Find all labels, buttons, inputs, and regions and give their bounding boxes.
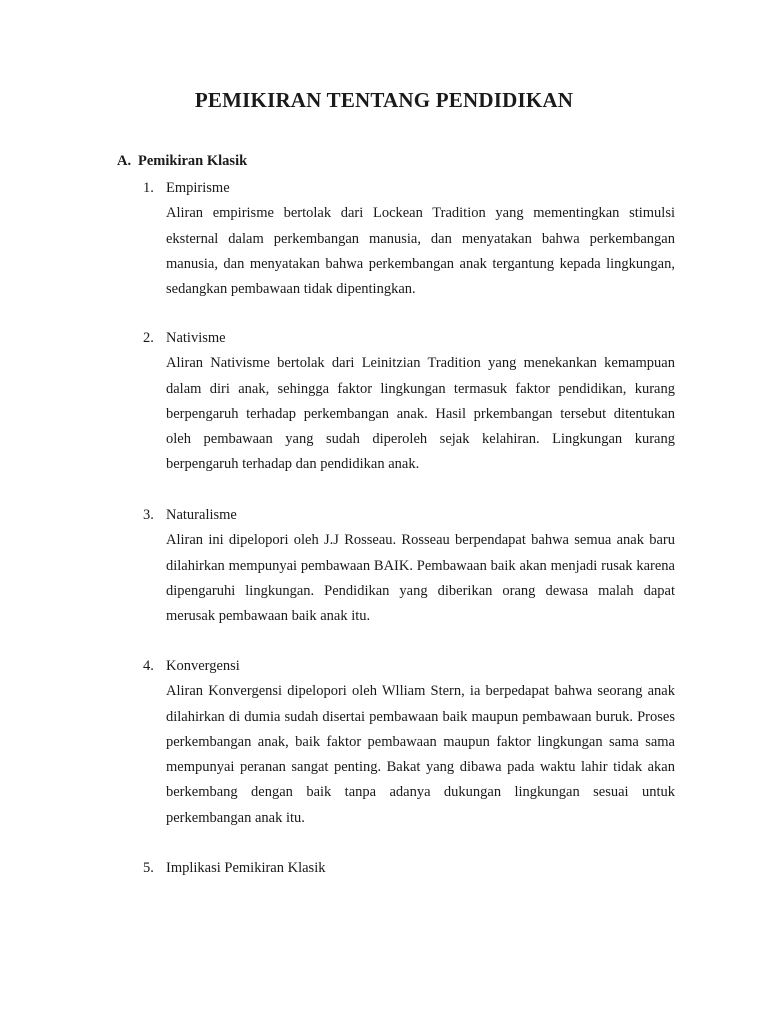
section-heading — [117, 153, 247, 170]
section-marker: A. — [117, 153, 132, 169]
item-heading-row — [143, 326, 675, 351]
item-heading: Konvergensi — [166, 658, 240, 674]
list-item-konvergensi — [143, 654, 675, 831]
section-title: Pemikiran Klasik — [138, 153, 248, 169]
item-paragraph: Aliran Konvergensi dipelopori oleh Wlliam Stern, ia berpedapat bahwa seorang anak dilahirkan di dumia sudah disertai pembawaan baik maupun pembawaan buruk. Proses perkembangan anak, baik faktor pembawaan maupun faktor lingkungan sama sama mempunyai peranan sangat penting. Bakat yang dibawa pada waktu lahir tidak akan berkembang dengan baik tanpa adanya dukungan lingkungan sesuai untuk perkembangan anak itu. — [166, 683, 675, 826]
item-number: 5. — [143, 860, 154, 876]
item-number: 2. — [143, 330, 154, 346]
list-item-implikasi — [143, 856, 675, 881]
item-heading: Nativisme — [166, 330, 226, 346]
item-heading-row — [143, 503, 675, 528]
item-number: 1. — [143, 180, 154, 196]
document-title: PEMIKIRAN TENTANG PENDIDIKAN — [194, 88, 574, 112]
item-heading: Empirisme — [166, 180, 230, 196]
list-item-nativisme — [143, 326, 675, 478]
item-heading-row — [143, 654, 675, 679]
item-heading-row — [143, 856, 675, 881]
item-number: 3. — [143, 507, 154, 523]
item-heading-row — [143, 176, 675, 201]
list-item-empirisme — [143, 176, 675, 302]
item-heading: Implikasi Pemikiran Klasik — [166, 860, 326, 876]
item-paragraph: Aliran empirisme bertolak dari Lockean Tradition yang mementingkan stimulsi eksternal dalam perkembangan manusia, dan menyatakan bahwa perkembangan manusia, dan menyatakan bahwa perkembangan anak tergantung kepada lingkungan, sedangkan pembawaan tidak dipentingkan. — [166, 205, 675, 298]
item-number: 4. — [143, 658, 154, 674]
item-heading: Naturalisme — [166, 507, 237, 523]
list-item-naturalisme — [143, 503, 675, 629]
item-paragraph: Aliran ini dipelopori oleh J.J Rosseau. Rosseau berpendapat bahwa semua anak baru dilahirkan mempunyai pembawaan BAIK. Pembawaan baik akan menjadi rusak karena dipengaruhi lingkungan. Pendidikan yang diberikan orang dewasa malah dapat merusak pembawaan baik anak itu. — [166, 532, 675, 625]
item-paragraph: Aliran Nativisme bertolak dari Leinitzian Tradition yang menekankan kemampuan dalam diri anak, sehingga faktor lingkungan termasuk faktor pendidikan, kurang berpengaruh terhadap perkembangan anak. Hasil prkembangan tersebut ditentukan oleh pembawaan yang sudah diperoleh sejak kelahiran. Lingkungan kurang berpengaruh terhadap dan pendidikan anak. — [166, 355, 675, 473]
